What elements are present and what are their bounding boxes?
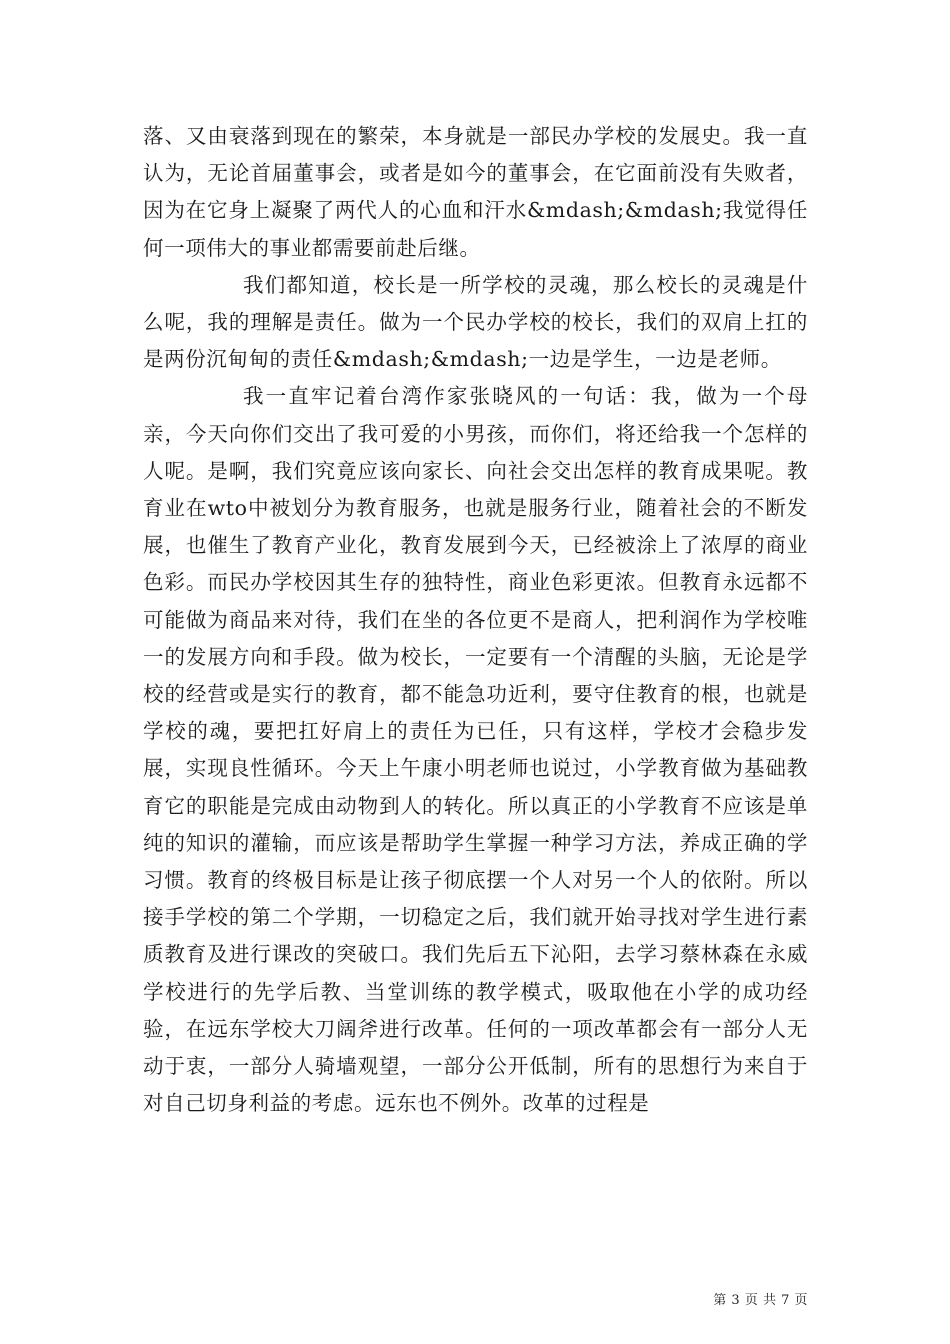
paragraph-1: 落、又由衰落到现在的繁荣，本身就是一部民办学校的发展史。我一直认为，无论首届董事会，或者是如今的董事会，在它面前没有失败者，因为在它身上凝聚了两代人的心血和汗水&mdash;&mdash;我觉得任何一项伟大的事业都需要前赴后继。 bbox=[143, 124, 808, 260]
paragraph-3: 我一直牢记着台湾作家张晓风的一句话：我，做为一个母亲，今天向你们交出了我可爱的小男孩，而你们，将还给我一个怎样的人呢。是啊，我们究竟应该向家长、向社会交出怎样的教育成果呢。教育业在wto中被划分为教育服务，也就是服务行业，随着社会的不断发展，也催生了教育产业化，教育发展到今天，已经被涂上了浓厚的商业色彩。而民办学校因其生存的独特性，商业色彩更浓。但教育永远都不可能做为商品来对待，我们在坐的各位更不是商人，把利润作为学校唯一的发展方向和手段。做为校长，一定要有一个清醒的头脑，无论是学校的经营或是实行的教育，都不能急功近利，要守住教育的根，也就是学校的魂，要把扛好肩上的责任为已任，只有这样，学校才会稳步发展，实现良性循环。今天上午康小明老师也说过，小学教育做为基础教育它的职能是完成由动物到人的转化。所以真正的小学教育不应该是单纯的知识的灌输，而应该是帮助学生掌握一种学习方法，养成正确的学习惯。教育的终极目标是让孩子彻底摆一个人对另一个人的依附。所以接手学校的第二个学期，一切稳定之后，我们就开始寻找对学生进行素质教育及进行课改的突破口。我们先后五下沁阳，去学习蔡林森在永威学校进行的先学后教、当堂训练的教学模式，吸取他在小学的成功经验，在远东学校大刀阔斧进行改革。任何的一项改革都会有一部分人无动于衷，一部分人骑墙观望，一部分公开低制，所有的思想行为来自于对自己切身利益的考虑。远东也不例外。改革的过程是 bbox=[143, 384, 808, 1116]
page-number-footer: 第 3 页 共 7 页 bbox=[713, 1293, 808, 1308]
document-body bbox=[143, 118, 808, 1122]
paragraph-2: 我们都知道，校长是一所学校的灵魂，那么校长的灵魂是什么呢，我的理解是责任。做为一个民办学校的校长，我们的双肩上扛的是两份沉甸甸的责任&mdash;&mdash;一边是学生，一边是老师。 bbox=[143, 272, 808, 372]
